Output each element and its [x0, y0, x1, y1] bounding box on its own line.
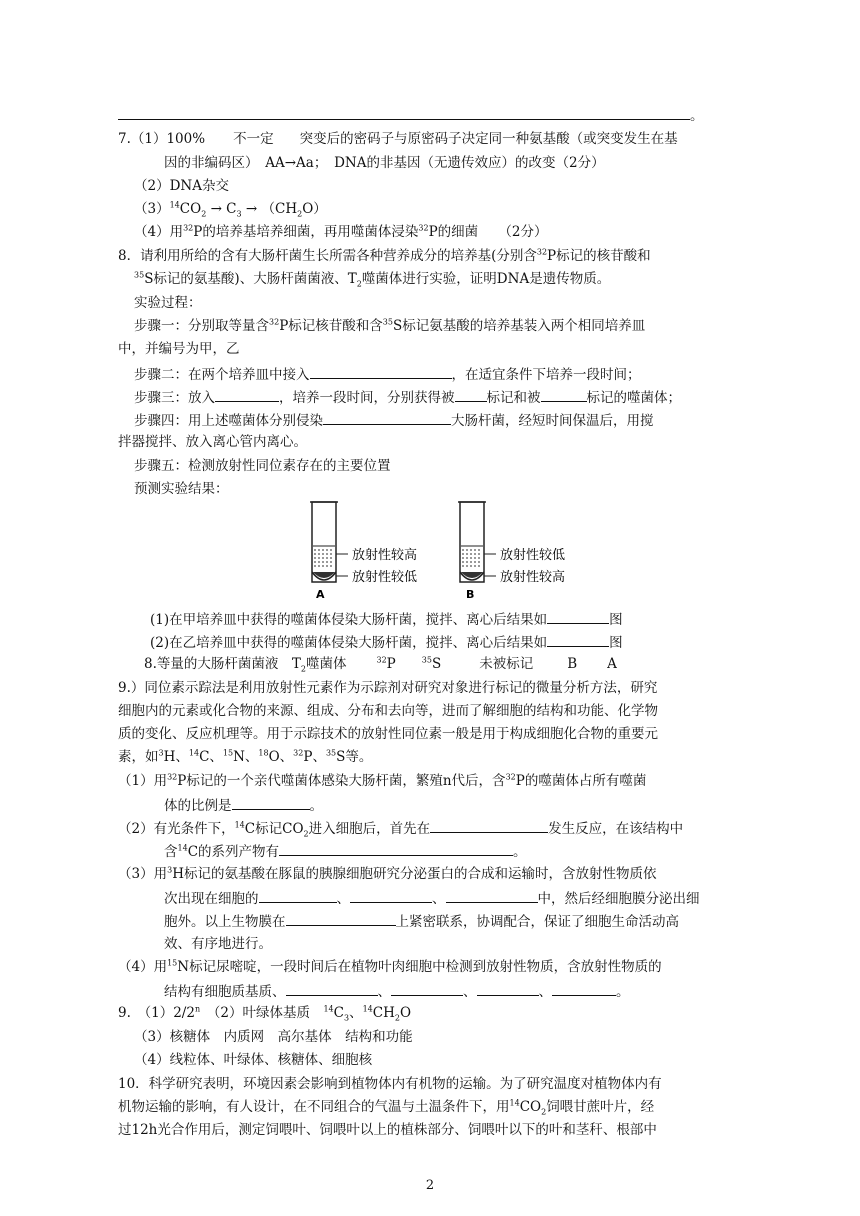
text: 图: [609, 635, 623, 651]
q7-line-1: [118, 130, 678, 148]
text: 胞外。以上生物膜在: [164, 914, 286, 930]
sub: 3: [236, 209, 242, 219]
sub: 2: [356, 279, 362, 289]
sup: 32: [293, 748, 304, 758]
text: CO: [179, 201, 202, 217]
text: 、: [349, 1005, 363, 1021]
tube-b-letter: B: [466, 588, 475, 601]
text: 素，如: [118, 749, 159, 765]
sup: 32: [536, 247, 548, 257]
blank: [547, 632, 609, 647]
text: 中，然后经细胞膜分泌出细: [537, 891, 700, 907]
q8-prediction: 预测实验结果：: [134, 481, 229, 497]
tube-a-top-label: 放射性较高: [352, 548, 418, 563]
blank: [215, 387, 279, 402]
text: (2)在乙培养皿中获得的噬菌体侵染大肠杆菌，搅拌、离心后结果如: [150, 635, 548, 651]
q9-answer-3: （4）线粒体、叶绿体、核糖体、细胞核: [134, 1052, 373, 1068]
text: C、: [199, 749, 223, 765]
sub: 3: [343, 1013, 350, 1023]
text: 步骤四：用上述噬菌体分别侵染: [134, 413, 323, 429]
sub: 2: [303, 829, 309, 839]
text: CO: [519, 1099, 542, 1115]
sup: 3: [158, 748, 164, 758]
text: 。: [309, 798, 323, 814]
tube-a-letter: A: [316, 588, 325, 601]
sub: 2: [300, 664, 306, 674]
q7-line-2: 因的非编码区） AA→Aa； DNA的非基因（无遗传效应）的改变（2分）: [164, 155, 605, 171]
text: 大肠杆菌，经短时间保温后，用搅: [451, 413, 654, 429]
q8-line-3: 实验过程：: [134, 295, 202, 311]
text: 饲喂甘蔗叶片，经: [546, 1099, 655, 1115]
text: CH: [372, 1005, 395, 1021]
sup: 35: [134, 270, 145, 280]
text: （2）有光条件下，: [118, 821, 235, 837]
text: 、: [336, 891, 350, 907]
text: 7.（1）100%: [118, 131, 206, 147]
text: （1）用: [118, 773, 168, 789]
blank: [310, 364, 452, 379]
q8-line-1: [118, 247, 651, 265]
text: P标记的核苷酸和: [547, 248, 651, 264]
q9-part-3-cont-2: [164, 911, 679, 931]
sup: 14: [169, 200, 180, 210]
q9-line-1: 9.）同位素示踪法是利用放射性元素作为示踪剂对研究对象进行标记的微量分析方法，研究: [118, 680, 658, 696]
text: 机物运输的影响，有人设计，在不同组合的气温与土温条件下，用: [118, 1099, 510, 1115]
sup: 32: [167, 772, 178, 782]
q8-step-4: [134, 410, 654, 430]
sup: 15: [167, 958, 178, 968]
q9-part-1-cont: [164, 795, 323, 815]
blank: [323, 410, 451, 425]
q9-part-3-cont-3: 效、有序地进行。: [164, 936, 272, 952]
q8-step-5: 步骤五：检测放射性同位素存在的主要位置: [134, 458, 391, 474]
q9-answer-2: （3）核糖体 内质网 高尔基体 结构和功能: [134, 1029, 413, 1045]
blank: [541, 387, 587, 402]
q7-line-3: （2）DNA杂交: [134, 178, 229, 194]
text: N、: [233, 749, 259, 765]
text: 。: [690, 108, 704, 124]
text: 。: [616, 984, 630, 1000]
text: C的系列产物有: [187, 844, 280, 860]
text: 、: [432, 891, 446, 907]
sub: 2: [201, 209, 207, 219]
text: S标记氨基酸的培养基装入两个相同培养皿: [392, 318, 646, 334]
sup: 14: [177, 843, 188, 853]
text: → C: [206, 201, 237, 217]
text: → （CH: [241, 201, 298, 217]
q8-step-2: [134, 364, 641, 384]
tube-b-icon: [458, 502, 496, 582]
text: C: [333, 1005, 344, 1021]
text: 次出现在细胞的: [164, 891, 259, 907]
text: （3）用: [118, 866, 168, 882]
q10-line-1: 10．科学研究表明，环境因素会影响到植物体内有机物的运输。为了研究温度对植物体内有: [118, 1076, 662, 1092]
text: 步骤二：在两个培养皿中接入: [134, 367, 310, 383]
text: O、: [268, 749, 294, 765]
sup: 18: [258, 748, 269, 758]
sub: 2: [297, 209, 303, 219]
answer-blank-line: [118, 105, 704, 125]
sup: n: [194, 1004, 201, 1014]
sup: 14: [323, 1004, 334, 1014]
q10-line-3: 过12h光合作用后，测定饲喂叶、饲喂叶以上的植株部分、饲喂叶以下的叶和茎秆、根部中: [118, 1122, 657, 1138]
q8-result-2: [150, 632, 623, 652]
blank: [286, 981, 378, 996]
blank: [430, 818, 548, 833]
tube-b-top-label: 放射性较低: [500, 548, 566, 563]
blank: [259, 888, 337, 903]
q8-step-3: [134, 387, 681, 407]
text: H标记的氨基酸在豚鼠的胰腺细胞研究分泌蛋白的合成和运输时，含放射性物质依: [172, 866, 657, 882]
text: O: [399, 1005, 412, 1021]
q9-line-4: [118, 748, 372, 766]
text: 含: [164, 844, 178, 860]
q10-line-2: [118, 1098, 654, 1116]
text: 、: [377, 984, 391, 1000]
text: 8．请利用所给的含有大肠杆菌生长所需各种营养成分的培养基(分别含: [118, 248, 537, 264]
text: 上紧密联系，协调配合，保证了细胞生命活动高: [395, 914, 679, 930]
sup: 14: [362, 1004, 373, 1014]
sub: 2: [541, 1107, 547, 1117]
text: H、: [163, 749, 189, 765]
text: S标记的氨基酸)、大肠杆菌菌液、T: [144, 271, 357, 287]
q7-line-5: [134, 223, 548, 241]
tube-a-icon: [310, 502, 348, 582]
tube-b-bottom-label: 放射性较高: [500, 570, 566, 585]
text: （4）用: [118, 959, 168, 975]
sub: 2: [394, 1013, 400, 1023]
q9-part-4: [118, 958, 662, 976]
text: 9. （1）2/2: [118, 1005, 195, 1021]
text: 噬菌体进行实验，证明DNA是遗传物质。: [361, 271, 611, 287]
text: P、: [303, 749, 326, 765]
text: 发生反应，在该结构中: [548, 821, 684, 837]
text: P的培养基培养细菌，再用噬菌体浸染: [193, 224, 419, 240]
text: P的细菌 （2分）: [428, 224, 548, 240]
q9-line-3: 质的变化、反应机理等。用于示踪技术的放射性同位素一般是用于构成细胞化合物的重要元: [118, 726, 658, 742]
q9-line-2: 细胞内的元素或化合物的来源、组成、分布和去向等，进而了解细胞的结构和功能、化学物: [118, 703, 658, 719]
sup: 14: [188, 748, 200, 758]
q8-step-1: [134, 317, 645, 335]
q9-part-2: [118, 818, 683, 838]
text: (1)在甲培养皿中获得的噬菌体侵染大肠杆菌，搅拌、离心后结果如: [150, 612, 548, 628]
text: O）: [302, 201, 327, 217]
blank: [350, 888, 432, 903]
text: ，培养一段时间，分别获得被: [279, 390, 455, 406]
text: C标记CO: [244, 821, 304, 837]
blank: [446, 888, 538, 903]
q9-part-2-cont: [164, 841, 527, 861]
q7-line-4: [134, 200, 327, 218]
blank: [391, 981, 463, 996]
q8-line-2: [134, 270, 610, 288]
text: 噬菌体: [305, 656, 347, 672]
q8-step-4-cont: 拌器搅拌、放入离心管内离心。: [118, 434, 307, 450]
text: S等。: [336, 749, 373, 765]
blank: [477, 981, 539, 996]
text: （2）叶绿体基质: [200, 1005, 324, 1021]
q8-result-1: [150, 609, 623, 629]
text: 标记和被: [486, 390, 541, 406]
q9-answer-1: [118, 1004, 411, 1022]
text: B: [567, 656, 578, 672]
text: 体的比例是: [164, 798, 232, 814]
q9-part-1: [118, 772, 646, 790]
text: A: [607, 656, 617, 672]
text: 结构有细胞质基质、: [164, 984, 286, 1000]
text: 进入细胞后，首先在: [308, 821, 431, 837]
text: N标记尿嘧啶，一段时间后在植物叶肉细胞中检测到放射性物质，含放射性物质的: [177, 959, 662, 975]
text: 、: [463, 984, 477, 1000]
sup: 35: [325, 748, 337, 758]
sup: 15: [222, 748, 234, 758]
text: 步骤三：放入: [134, 390, 215, 406]
text: P标记核苷酸和含: [279, 318, 383, 334]
text: P标记的一个亲代噬菌体感染大肠杆菌，繁殖n代后，含: [177, 773, 506, 789]
blank: [232, 795, 310, 810]
page-number: 2: [425, 1178, 435, 1193]
sup: 32: [418, 223, 429, 233]
text: 未被标记: [479, 656, 534, 672]
q8-answer: [144, 655, 617, 673]
sup: 35: [421, 655, 432, 665]
q9-part-3: [118, 865, 656, 883]
text: P的噬菌体占所有噬菌: [515, 773, 647, 789]
q9-part-4-cont: [164, 981, 630, 1001]
blank: [547, 609, 609, 624]
sup: 32: [505, 772, 516, 782]
q9-part-3-cont-1: [164, 888, 700, 908]
text: 。: [513, 844, 527, 860]
sup: 14: [234, 820, 245, 830]
text: 步骤一：分别取等量含: [134, 318, 269, 334]
text: ，在适宜条件下培养一段时间；: [451, 367, 641, 383]
text: （3）: [134, 201, 170, 217]
text: 、: [538, 984, 552, 1000]
sup: 32: [269, 317, 280, 327]
text: 标记的噬菌体；: [586, 390, 681, 406]
blank: [118, 105, 690, 120]
text: 图: [609, 612, 623, 628]
tube-a-bottom-label: 放射性较低: [352, 570, 418, 585]
blank: [279, 841, 513, 856]
text: P: [386, 656, 396, 672]
blank: [286, 911, 396, 926]
q8-step-1-cont: 中，并编号为甲，乙: [118, 341, 240, 357]
text: 不一定: [233, 131, 274, 147]
text: 8.等量的大肠杆菌菌液 T: [144, 656, 301, 672]
text: （4）用: [134, 224, 184, 240]
sup: 14: [509, 1098, 520, 1108]
blank: [455, 387, 487, 402]
sup: 32: [376, 655, 387, 665]
sup: 3: [167, 865, 173, 875]
blank: [552, 981, 616, 996]
sup: 32: [183, 223, 194, 233]
text: S: [431, 656, 442, 672]
text: 突变后的密码子与原密码子决定同一种氨基酸（或突变发生在基: [299, 131, 678, 147]
test-tube-figure: [300, 494, 600, 604]
sup: 35: [382, 317, 393, 327]
